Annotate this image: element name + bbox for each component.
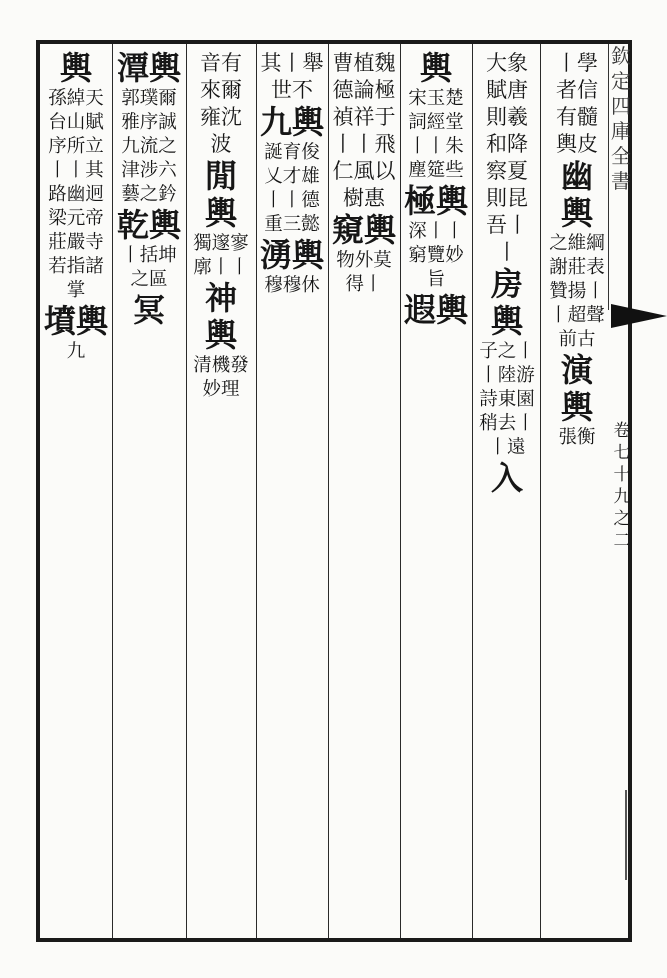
annotation-segment: 宋玉楚詞經堂丨丨朱塵筵些 [408,88,464,181]
annotation-segment: 子之丨丨陸游詩東園稍去丨丨遠 [479,341,535,458]
text-column-4 [332,50,396,936]
book-title: 欽定四庫全書 [608,44,633,310]
headword: 潭輿 [116,50,181,87]
headword: 入 [490,459,523,497]
column-rule [112,44,113,938]
text-column-2 [476,50,538,936]
annotation-segment: 深丨丨窮覽妙旨 [408,221,464,290]
text-column-5 [260,50,324,936]
annotation-segment: 誕育俊乂才雄丨丨德重三懿 [264,142,320,235]
section-label: 卷七十九之二 [613,421,631,551]
annotation-segment: 丨括坤之區 [121,245,177,290]
headword: 墳輿 [44,302,108,340]
text-column-7 [116,50,182,936]
fishtail-mark-icon [611,304,667,328]
annotation-segment: 物外莫得丨 [336,250,392,295]
headword: 遐輿 [404,291,468,329]
headword: 幽輿 [560,157,593,232]
column-rule [328,44,329,938]
annotation-segment: 之維綱謝莊表贊揚丨丨超聲前古 [549,233,605,350]
text-segment: 有髓輿皮 [556,105,598,156]
headword: 窺輿 [332,211,396,249]
headword: 房輿 [490,265,523,340]
text-segment: 丨學者信 [556,51,598,102]
column-rule [186,44,187,938]
text-segment: 大象賦唐則羲和降 [486,51,528,156]
headword: 乾輿 [116,206,181,244]
text-column-8 [44,50,108,936]
headword: 輿 [59,50,92,87]
annotation-segment: 孫綽天台山賦序所立丨丨其路幽迥梁元帝莊嚴寺若指諸掌 [48,88,104,301]
headword: 極輿 [404,182,468,220]
headword: 湧輿 [260,236,324,274]
annotation-segment: 郭璞爾雅序誠九流之津涉六藝之鈐 [121,88,177,205]
annotation-segment: 九 [66,341,86,362]
column-rule [540,44,541,938]
text-segment: 察夏則昆吾丨丨 [486,159,528,264]
column-rule [256,44,257,938]
text-segment: 其丨舉世不 [260,51,324,102]
annotation-segment: 張衡 [558,427,596,448]
annotation-segment: 清機發妙理 [193,355,249,400]
text-segment: 曹植魏德論極禎祥于丨丨飛仁風以樹惠 [332,51,396,210]
column-rule [400,44,401,938]
column-rule [472,44,473,938]
headword: 冥 [132,291,165,329]
headword: 閒輿 [204,157,237,232]
text-column-6 [190,50,252,936]
margin-rule [625,790,627,880]
headword: 輿 [419,50,452,87]
headword: 神輿 [204,279,237,354]
text-column-1 [548,50,606,936]
headword: 九輿 [260,103,324,141]
annotation-segment: 獨邃寥廓丨丨 [193,233,249,278]
text-column-3 [404,50,468,936]
headword: 演輿 [560,351,593,426]
text-segment: 音有來爾雍沈波 [200,51,242,156]
annotation-segment: 穆穆休 [264,275,320,296]
